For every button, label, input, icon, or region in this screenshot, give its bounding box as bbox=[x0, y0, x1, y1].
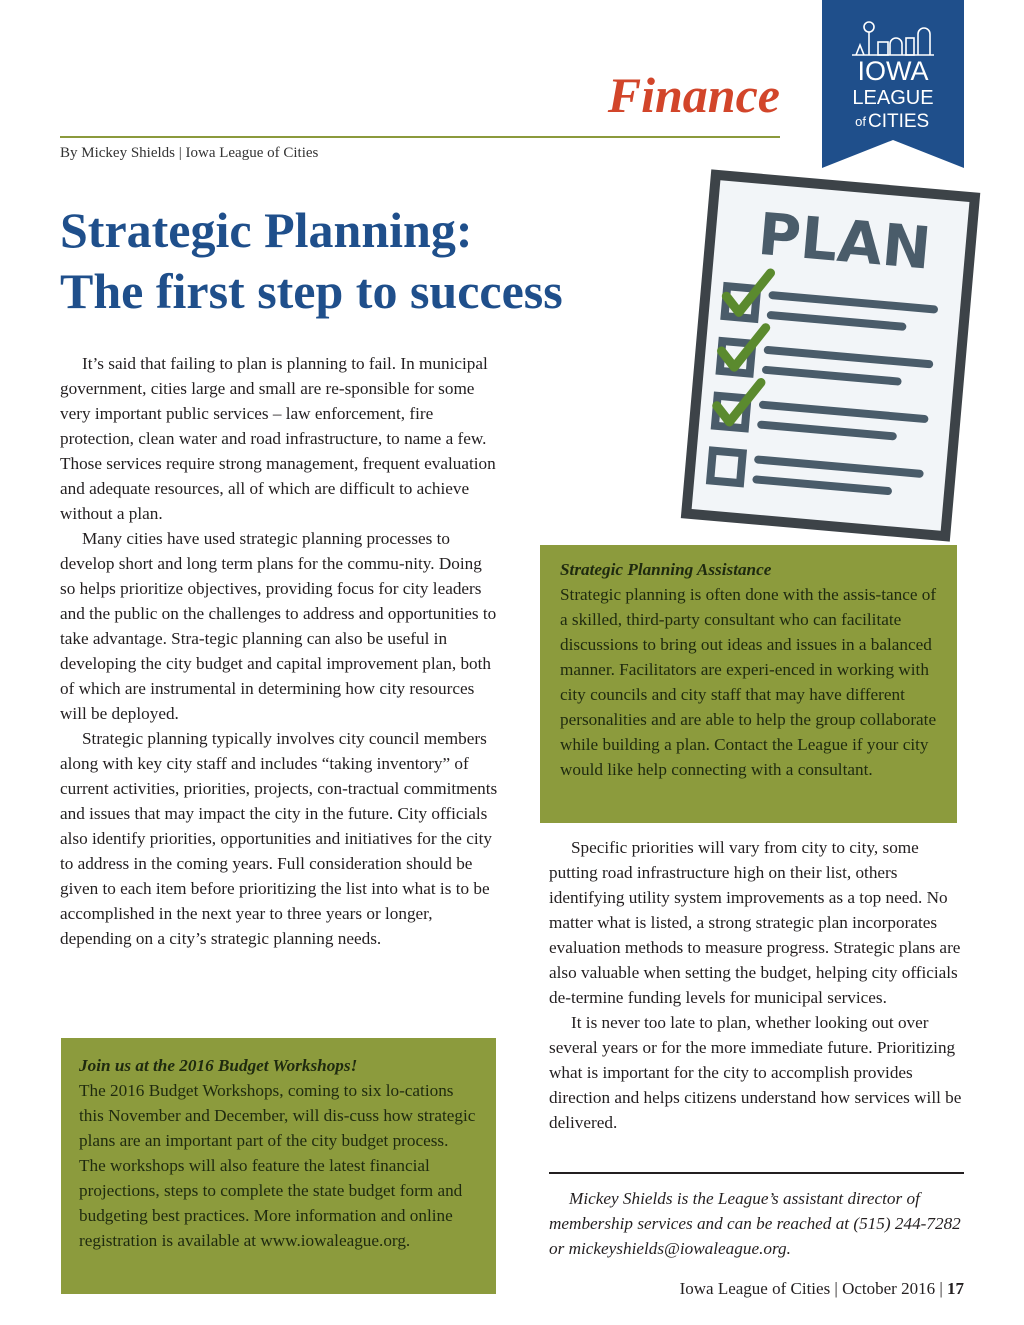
footer-publication: Iowa League of Cities | October 2016 | bbox=[679, 1279, 943, 1298]
plan-label: PLAN bbox=[755, 199, 934, 283]
article-paragraph: Many cities have used strategic planning processes to develop short and long term plans for the commu-nity. Doing so helps prioritize objectives, providing focus for city leaders and the public on the challenges to address and opportunities to take advantage. Stra-tegic planning can also be useful in developing the city budget and capital improvement plan, both of which are instrumental in determining how city resources will be deployed. bbox=[60, 529, 497, 723]
plan-checklist-illustration bbox=[660, 160, 990, 545]
sidebar-body: The 2016 Budget Workshops, coming to six lo-cations this November and December, will dis-cuss how strategic plans are an important part of the city budget process. The workshops will also feature the latest financial projections, steps to complete the state budget form and budgeting best practices. More information and online registration is available at www.iowaleague.org. bbox=[79, 1081, 476, 1250]
headline-line-1: Strategic Planning: bbox=[60, 202, 473, 258]
article-column-left bbox=[60, 351, 500, 951]
article-paragraph: Specific priorities will vary from city to city, some putting road infrastructure high on their list, others identifying utility system improvements as a top need. No matter what is listed, a strong strategic plan incorporates evaluation methods to measure progress. Strategic plans are also valuable when setting the budget, helping city officials de-termine funding levels for municipal services. bbox=[549, 838, 961, 1007]
article-headline bbox=[60, 200, 710, 322]
sidebar-body: Strategic planning is often done with the assis-tance of a skilled, third-party consultant who can facilitate discussions to bring out ideas and issues in a balanced manner. Facilitators are experi-enced in working with city councils and city staff that may have different personalities and are able to help the group collaborate while building a plan. Contact the League if your city would like help connecting with a consultant. bbox=[560, 585, 937, 779]
sidebar-title: Strategic Planning Assistance bbox=[560, 560, 772, 579]
logo-text-iowa: IOWA bbox=[857, 56, 929, 86]
article-paragraph: It is never too late to plan, whether looking out over several years or for the more immediate future. Prioritizing what is important for the city to accomplish provides direction and helps citizens understand how services will be delivered. bbox=[549, 1013, 962, 1132]
bio-divider bbox=[549, 1172, 964, 1174]
headline-line-2: The first step to success bbox=[60, 263, 563, 319]
section-title: Finance bbox=[607, 67, 780, 123]
sidebar-budget-workshops bbox=[61, 1038, 496, 1294]
article-paragraph: It’s said that failing to plan is planning to fail. In municipal government, cities large and small are re-sponsible for some very important public services – law enforcement, fire protection, clean water and road infrastructure, to name a few. Those services require strong management, frequent evaluation and adequate resources, all of which are difficult to achieve without a plan. bbox=[60, 354, 496, 523]
logo-text-league: LEAGUE bbox=[852, 87, 934, 109]
page-number: 17 bbox=[947, 1279, 964, 1298]
logo-text-cities: CITIES bbox=[868, 111, 930, 132]
section-divider bbox=[60, 136, 780, 138]
sidebar-planning-assistance bbox=[540, 545, 957, 823]
article-column-right bbox=[549, 835, 969, 1135]
iowa-league-logo bbox=[822, 0, 964, 168]
logo-text-of: of bbox=[855, 114, 866, 129]
article-paragraph: Strategic planning typically involves city council members along with key city staff and includes “taking inventory” of current activities, priorities, projects, con-tractual commitments and issues that may impact the city in the future. City officials also identify priorities, opportunities and initiatives for the city to address in the coming years. Full consideration should be given to each item before prioritizing the list into what is to be accomplished in the next year to three years or longer, depending on a city’s strategic planning needs. bbox=[60, 729, 498, 948]
page-footer bbox=[680, 1279, 964, 1299]
author-bio: Mickey Shields is the League’s assistant director of membership services and can be reached at (515) 244-7282 or mickeyshields@iowaleague.org. bbox=[549, 1189, 961, 1258]
sidebar-title: Join us at the 2016 Budget Workshops! bbox=[79, 1056, 358, 1075]
byline: By Mickey Shields | Iowa League of Cities bbox=[60, 145, 319, 161]
